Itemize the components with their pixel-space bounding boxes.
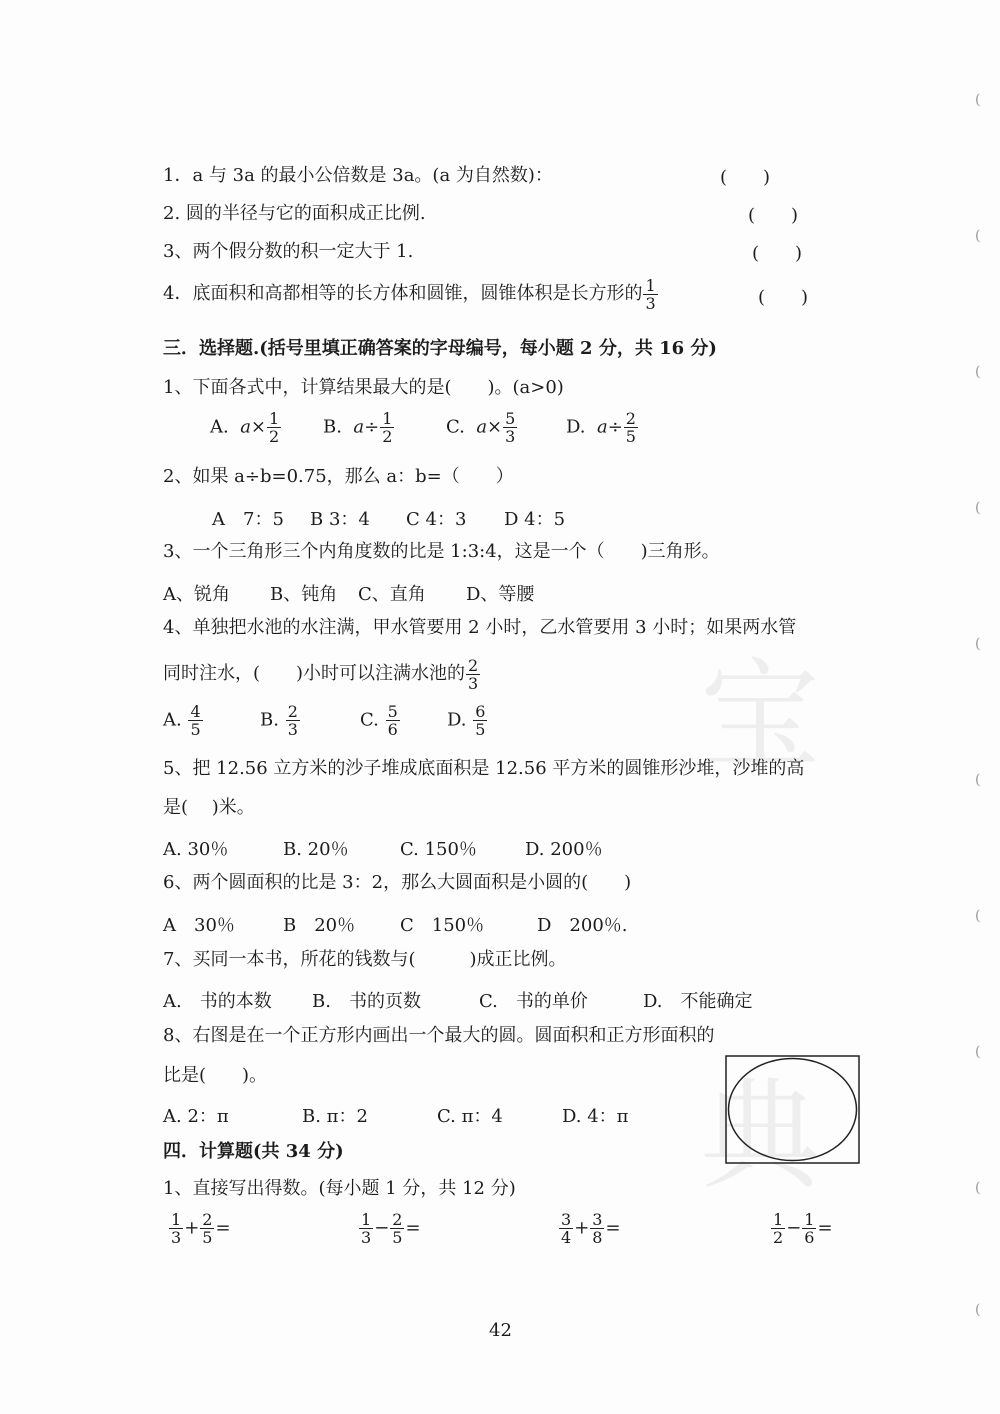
fraction: $\frac{5}{3}$ [505,409,516,446]
fraction: $\frac{2}{5}$ [202,1210,213,1247]
calc-item-3: $\frac{3}{4}$ + $\frac{3}{8}$ = [561,1210,621,1247]
q6-option-c: C 150％ [400,915,485,936]
judge-question-1: 1．a 与 3a 的最小公倍数是 3a。(a 为自然数)： [163,165,553,186]
scan-edge-mark: ( [975,1044,981,1060]
q2-option-c: C 4：3 [406,509,467,530]
scan-edge-mark: ( [975,364,981,380]
q2-option-b: B 3：4 [310,509,370,530]
answer-paren: ( ) [720,167,771,188]
answer-paren: ( ) [752,243,803,264]
calc-instructions: 1、直接写出得数。(每小题 1 分，共 12 分) [163,1178,516,1199]
scan-edge-mark: ( [975,636,981,652]
q8-option-c: C. π：4 [437,1106,503,1127]
page-number: 42 [489,1320,512,1341]
fraction: $\frac{3}{8}$ [592,1210,603,1247]
q6-option-a: A 30％ [163,915,235,936]
q3-option-d: D、等腰 [466,584,535,605]
answer-paren: ( ) [748,205,799,226]
fraction: $\frac{1}{3}$ [171,1210,182,1247]
fraction: $\frac{1}{2}$ [269,409,280,446]
question-2: 2、如果 a÷b=0.75，那么 a：b=（ ） [163,466,514,487]
question-8-line-2: 比是( )。 [163,1065,268,1086]
calc-item-1: $\frac{1}{3}$ + $\frac{2}{5}$ = [171,1210,231,1247]
fraction: $\frac{1}{3}$ [361,1210,372,1247]
watermark: 宝 [700,647,820,786]
q4-option-b: B. $\frac{2}{3}$ [260,702,298,739]
q2-option-d: D 4：5 [504,509,566,530]
q3-option-b: B、钝角 [270,584,338,605]
fraction: $\frac{5}{6}$ [387,702,398,739]
fraction: $\frac{2}{5}$ [392,1210,403,1247]
scan-edge-mark: ( [975,772,981,788]
scan-edge-mark: ( [975,228,981,244]
q8-option-a: A. 2：π [163,1106,229,1127]
scan-edge-mark: ( [975,500,981,516]
q2-option-a: A 7：5 [212,509,284,530]
q4-option-d: D. $\frac{6}{5}$ [447,702,486,739]
square-shape [726,1056,859,1163]
question-3: 3、一个三角形三个内角度数的比是 1:3:4，这是一个（ )三角形。 [163,541,720,562]
q7-option-a: A. 书的本数 [163,991,272,1012]
question-4-line-2: 同时注水，( )小时可以注满水池的 $\frac{2}{3}$ [163,655,479,693]
answer-paren: ( ) [758,287,809,308]
fraction: $\frac{4}{5}$ [190,702,201,739]
scan-edge-mark: ( [975,1302,981,1318]
fraction: $\frac{6}{5}$ [475,702,486,739]
scan-edge-mark: ( [975,908,981,924]
question-8-line-1: 8、右图是在一个正方形内画出一个最大的圆。圆面积和正方形面积的 [163,1025,715,1046]
watermark: 典 [700,1067,820,1206]
q5-option-d: D. 200％ [525,839,603,860]
fraction: $\frac{1}{3}$ [645,275,656,313]
judge-question-4 [163,272,659,316]
q1-option-d: D. a÷ $\frac{2}{5}$ [566,409,636,446]
q1-option-b: B. a÷ $\frac{1}{2}$ [323,409,393,446]
q5-option-c: C. 150％ [400,839,477,860]
q1-option-a: A. a× $\frac{1}{2}$ [210,409,280,446]
q3-option-c: C、直角 [358,584,426,605]
q4-option-a: A. $\frac{4}{5}$ [163,702,201,739]
question-1: 1、下面各式中，计算结果最大的是( )。(a>0) [163,377,564,398]
square-circle-figure [725,1055,861,1165]
q7-option-d: D. 不能确定 [643,991,753,1012]
fraction: $\frac{2}{3}$ [287,702,298,739]
fraction: $\frac{2}{5}$ [625,409,636,446]
question-5-line-2: 是( )米。 [163,797,255,818]
section-3-title: 三．选择题.(括号里填正确答案的字母编号，每小题 2 分，共 16 分) [163,338,717,359]
scan-edge-mark: ( [975,92,981,108]
q8-option-d: D. 4：π [562,1106,629,1127]
q8-option-b: B. π：2 [302,1106,368,1127]
q6-option-d: D 200％. [537,915,628,936]
q1-option-c: C. a× $\frac{5}{3}$ [446,409,516,446]
q6-option-b: B 20％ [283,915,356,936]
q7-option-b: B. 书的页数 [312,991,421,1012]
q5-option-b: B. 20％ [283,839,349,860]
question-6: 6、两个圆面积的比是 3：2，那么大圆面积是小圆的( ) [163,872,632,893]
calc-item-4: $\frac{1}{2}$ − $\frac{1}{6}$ = [773,1210,833,1247]
judge-question-2: 2. 圆的半径与它的面积成正比例. [163,203,426,224]
q3-option-a: A、锐角 [163,584,230,605]
section-4-title: 四．计算题(共 34 分) [163,1141,344,1162]
fraction: $\frac{1}{2}$ [773,1210,784,1247]
judge-question-3: 3、两个假分数的积一定大于 1. [163,241,414,262]
fraction: $\frac{1}{2}$ [382,409,393,446]
fraction: $\frac{2}{3}$ [468,655,479,693]
fraction: $\frac{1}{6}$ [804,1210,815,1247]
q7-option-c: C. 书的单价 [479,991,588,1012]
judge-question-4-text: 4．底面积和高都相等的长方体和圆锥，圆锥体积是长方形的 [163,283,643,304]
q5-option-a: A. 30％ [163,839,229,860]
question-5-line-1: 5、把 12.56 立方米的沙子堆成底面积是 12.56 平方米的圆锥形沙堆，沙堆的高 [163,758,805,779]
fraction: $\frac{3}{4}$ [561,1210,572,1247]
question-7: 7、买同一本书，所花的钱数与( )成正比例。 [163,949,567,970]
scan-edge-mark: ( [975,1180,981,1196]
calc-item-2: $\frac{1}{3}$ − $\frac{2}{5}$ = [361,1210,421,1247]
circle-shape [729,1059,857,1161]
question-4-line-1: 4、单独把水池的水注满，甲水管要用 2 小时，乙水管要用 3 小时；如果两水管 [163,617,797,638]
q4-option-c: C. $\frac{5}{6}$ [360,702,398,739]
